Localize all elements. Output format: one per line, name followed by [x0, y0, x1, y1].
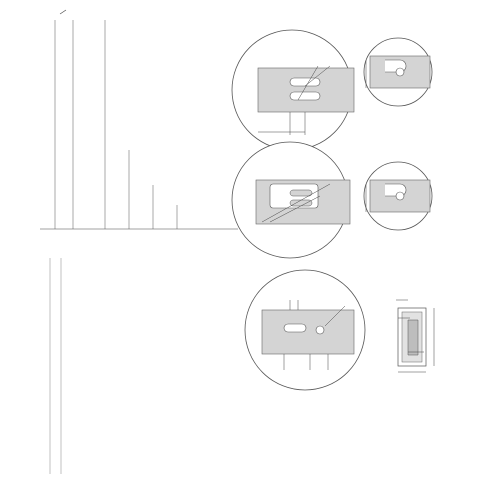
- detail-circle-3: [232, 142, 350, 258]
- rail-profile-section: [396, 300, 434, 372]
- detail-circle-5: [245, 270, 365, 390]
- bottom-reference-lines: [50, 258, 61, 474]
- top-reference-lines: [55, 20, 177, 229]
- detail-circle-4: [364, 162, 432, 230]
- cabinet-edge-leader: [60, 10, 66, 14]
- detail-circle-1: [232, 30, 354, 150]
- detail-circle-2: [364, 38, 432, 106]
